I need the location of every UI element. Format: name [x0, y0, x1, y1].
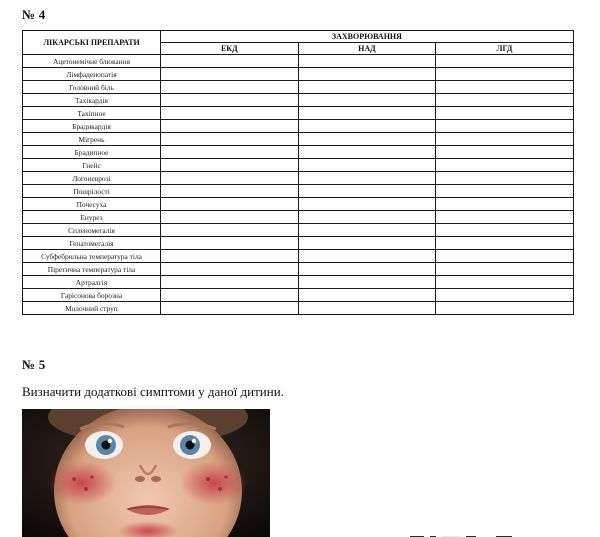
cell-nad[interactable]: [298, 237, 436, 250]
cell-lgd[interactable]: [436, 159, 574, 172]
cell-nad[interactable]: [298, 94, 436, 107]
row-label: Тахіпное: [23, 107, 161, 120]
cell-ekd[interactable]: [161, 198, 299, 211]
row-label: Мігрень: [23, 133, 161, 146]
task-5-instruction: Визначити додаткові симптоми у даної дитини.: [22, 384, 284, 399]
cell-nad[interactable]: [298, 276, 436, 289]
row-label: Гепатомегалія: [23, 237, 161, 250]
cell-ekd[interactable]: [161, 146, 299, 159]
table-row: [23, 198, 574, 211]
header-disease-ekd: ЕКД: [161, 43, 299, 55]
table-row: [23, 172, 574, 185]
cell-ekd[interactable]: [161, 250, 299, 263]
cell-nad[interactable]: [298, 172, 436, 185]
cell-nad[interactable]: [298, 55, 436, 68]
cell-lgd[interactable]: [436, 211, 574, 224]
row-label: Брадикардія: [23, 120, 161, 133]
cell-nad[interactable]: [298, 211, 436, 224]
cell-nad[interactable]: [298, 185, 436, 198]
row-label: Молочний струп: [23, 302, 161, 315]
table-row: [23, 224, 574, 237]
row-label: Головний біль: [23, 81, 161, 94]
table-row: [23, 133, 574, 146]
table-row: [23, 68, 574, 81]
cell-lgd[interactable]: [436, 107, 574, 120]
row-label: Лімфаденопатія: [23, 68, 161, 81]
cell-nad[interactable]: [298, 159, 436, 172]
row-label: Почесуха: [23, 198, 161, 211]
cropped-text-fragment: [290, 529, 600, 537]
cell-ekd[interactable]: [161, 68, 299, 81]
table-row: [23, 107, 574, 120]
row-label: Гнейс: [23, 159, 161, 172]
cell-lgd[interactable]: [436, 120, 574, 133]
cell-nad[interactable]: [298, 302, 436, 315]
cell-lgd[interactable]: [436, 185, 574, 198]
cell-nad[interactable]: [298, 120, 436, 133]
table-row: [23, 250, 574, 263]
cell-lgd[interactable]: [436, 289, 574, 302]
cell-ekd[interactable]: [161, 237, 299, 250]
row-label: Артралгія: [23, 276, 161, 289]
cell-ekd[interactable]: [161, 263, 299, 276]
cell-lgd[interactable]: [436, 263, 574, 276]
cell-lgd[interactable]: [436, 172, 574, 185]
cell-ekd[interactable]: [161, 276, 299, 289]
cell-ekd[interactable]: [161, 185, 299, 198]
cell-lgd[interactable]: [436, 250, 574, 263]
table-row: [23, 94, 574, 107]
table-row: [23, 289, 574, 302]
row-label: Піретична температура тіла: [23, 263, 161, 276]
cell-lgd[interactable]: [436, 94, 574, 107]
cell-nad[interactable]: [298, 289, 436, 302]
row-label: Брадипное: [23, 146, 161, 159]
cell-nad[interactable]: [298, 68, 436, 81]
cell-lgd[interactable]: [436, 198, 574, 211]
table-row: [23, 276, 574, 289]
cell-nad[interactable]: [298, 263, 436, 276]
cell-ekd[interactable]: [161, 289, 299, 302]
header-disease-lgd: ЛГД: [436, 43, 574, 55]
table-row: [23, 159, 574, 172]
cell-lgd[interactable]: [436, 55, 574, 68]
cell-ekd[interactable]: [161, 159, 299, 172]
header-diseases: ЗАХВОРЮВАННЯ: [161, 31, 574, 43]
cell-ekd[interactable]: [161, 172, 299, 185]
table-row: [23, 237, 574, 250]
cell-ekd[interactable]: [161, 94, 299, 107]
cell-ekd[interactable]: [161, 55, 299, 68]
cell-lgd[interactable]: [436, 68, 574, 81]
cell-nad[interactable]: [298, 198, 436, 211]
cell-ekd[interactable]: [161, 211, 299, 224]
row-label: Логоневрозі: [23, 172, 161, 185]
child-face-illustration: [22, 409, 270, 537]
cell-ekd[interactable]: [161, 133, 299, 146]
cell-ekd[interactable]: [161, 81, 299, 94]
cell-lgd[interactable]: [436, 81, 574, 94]
row-label: Субфебрильна температура тіла: [23, 250, 161, 263]
cell-ekd[interactable]: [161, 120, 299, 133]
symptom-table: [22, 30, 574, 315]
child-face-photo: [22, 409, 270, 537]
table-row: [23, 146, 574, 159]
cell-lgd[interactable]: [436, 237, 574, 250]
cell-lgd[interactable]: [436, 276, 574, 289]
task-5-number: № 5: [22, 357, 46, 372]
table-row: [23, 120, 574, 133]
table-row: [23, 55, 574, 68]
row-label: Гарісонова борозна: [23, 289, 161, 302]
header-disease-nad: НАД: [298, 43, 436, 55]
cell-ekd[interactable]: [161, 107, 299, 120]
cell-nad[interactable]: [298, 107, 436, 120]
cell-nad[interactable]: [298, 133, 436, 146]
table-row: [23, 185, 574, 198]
row-label: Ацетонемічне блювання: [23, 55, 161, 68]
table-row: [23, 302, 574, 315]
cell-lgd[interactable]: [436, 224, 574, 237]
cell-lgd[interactable]: [436, 133, 574, 146]
cell-lgd[interactable]: [436, 302, 574, 315]
cell-nad[interactable]: [298, 81, 436, 94]
header-drugs: ЛІКАРСЬКІ ПРЕПАРАТИ: [23, 31, 161, 55]
task-4-number: № 4: [22, 7, 46, 22]
row-label: Тахікардія: [23, 94, 161, 107]
table-row: [23, 211, 574, 224]
cell-nad[interactable]: [298, 146, 436, 159]
cell-nad[interactable]: [298, 250, 436, 263]
table-row: [23, 81, 574, 94]
row-label: Пошрілості: [23, 185, 161, 198]
cell-nad[interactable]: [298, 224, 436, 237]
table-body: [23, 55, 574, 315]
row-label: Спленомегалія: [23, 224, 161, 237]
cell-ekd[interactable]: [161, 224, 299, 237]
cell-ekd[interactable]: [161, 302, 299, 315]
row-label: Енурез: [23, 211, 161, 224]
cell-lgd[interactable]: [436, 146, 574, 159]
table-row: [23, 263, 574, 276]
